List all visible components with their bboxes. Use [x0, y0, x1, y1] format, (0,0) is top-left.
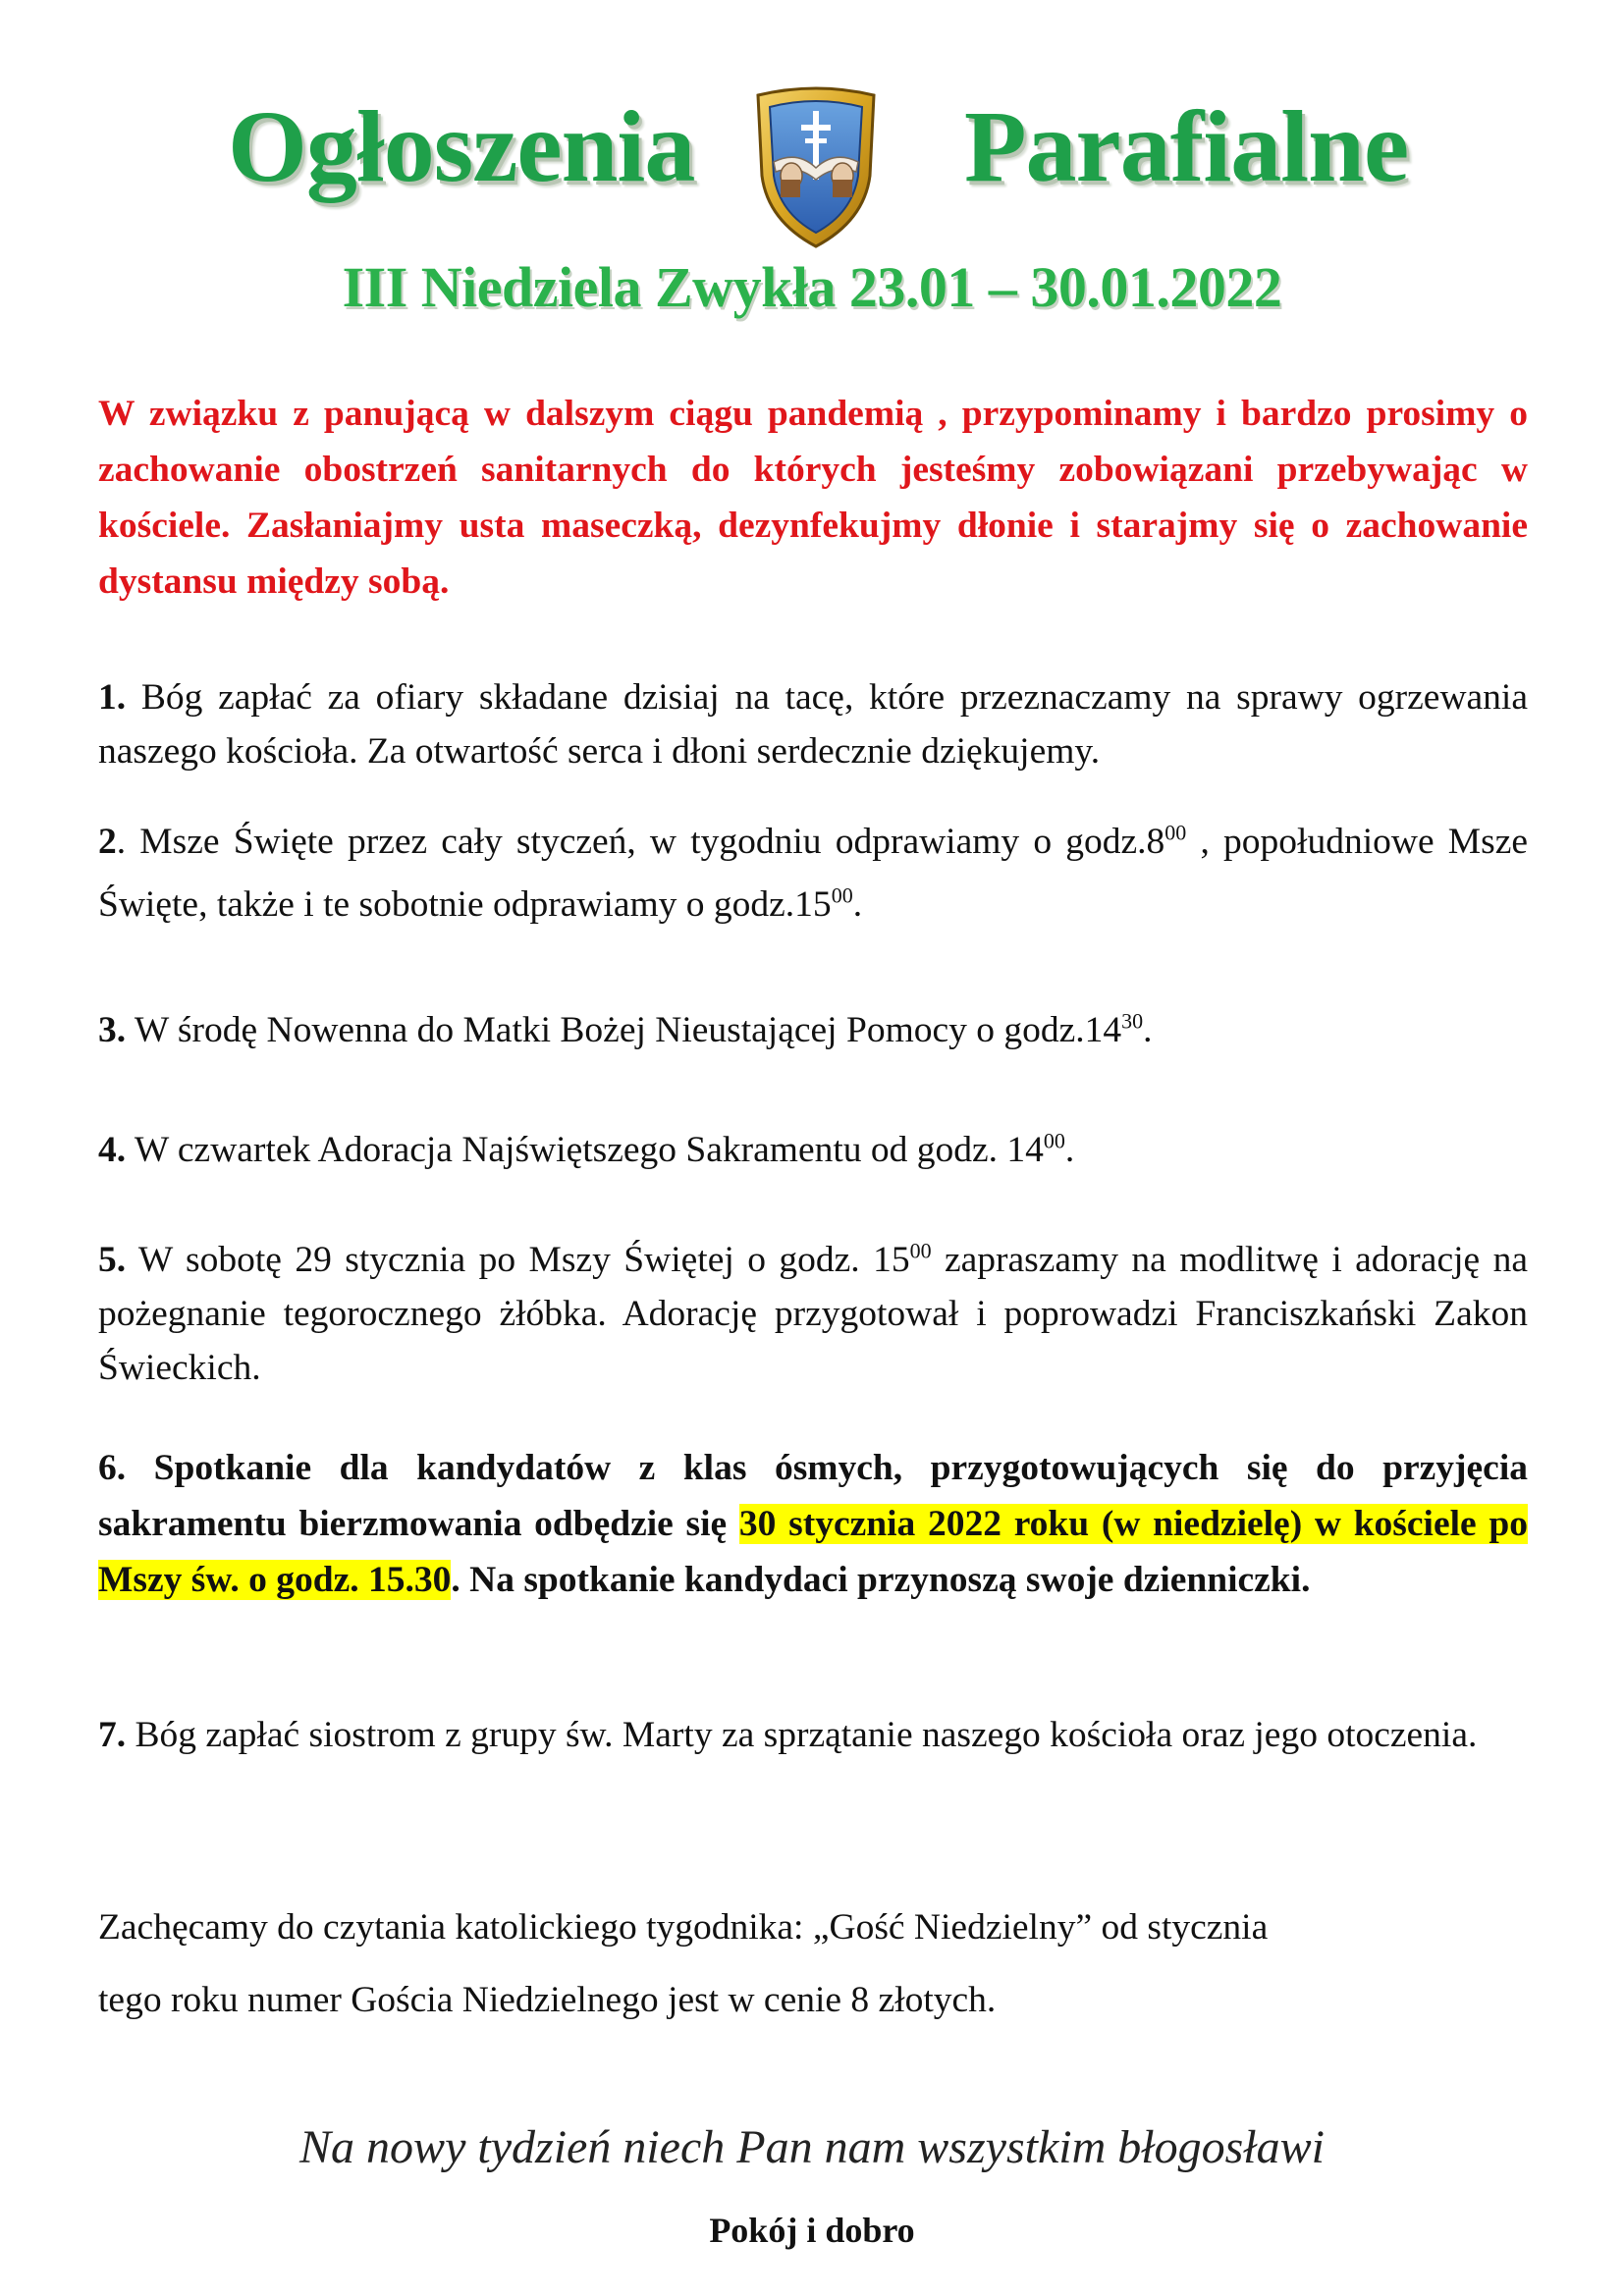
announcement-7 [98, 1701, 1528, 1770]
closing-blessing: Na nowy tydzień niech Pan nam wszystkim błogosławi [299, 2121, 1325, 2173]
item-number: 7. [98, 1715, 127, 1755]
subtitle: III Niedziela Zwykła 23.01 – 30.01.2022 [342, 255, 1282, 319]
item-text: . [852, 884, 863, 925]
item-text: W sobotę 29 stycznia po Mszy Świętej o godz. 15 [126, 1240, 910, 1280]
title-left: Ogłoszenia [228, 90, 695, 203]
item-text: Bóg zapłać za ofiary składane dzisiaj na tacę, które przeznaczamy na sprawy ogrzewania naszego kościoła. Za otwartość serca i dłoni serdecznie dziękujemy. [98, 677, 1528, 772]
time-superscript: 00 [909, 1238, 932, 1263]
page-header [0, 90, 1624, 270]
signoff: Pokój i dobro [709, 2211, 915, 2250]
item-text: zapraszamy na modlitwę i adorację na pożegnanie tegorocznego żłóbka. Adorację przygotował i poprowadzi Franciszkański Zakon Świeckich. [98, 1240, 1528, 1388]
time-superscript: 00 [1043, 1128, 1065, 1153]
time-superscript: 30 [1121, 1008, 1144, 1034]
item-text: . Na spotkanie kandydaci przynoszą swoje dzienniczki. [451, 1560, 1311, 1600]
franciscan-crest-icon [748, 85, 884, 252]
item-text: . [1143, 1010, 1153, 1050]
item-text: . Msze Święte przez cały styczeń, w tygodniu odprawiamy o godz.8 [116, 822, 1165, 862]
item-number: 1. [98, 677, 127, 718]
announcement-2 [98, 811, 1528, 936]
item-number: 4. [98, 1130, 127, 1170]
note-line-2: tego roku numer Gościa Niedzielnego jest w cenie 8 złotych. [98, 1980, 997, 2020]
title-right: Parafialne [964, 90, 1409, 203]
announcement-6 [98, 1440, 1528, 1608]
announcement-3 [98, 1003, 1528, 1057]
time-superscript: 00 [831, 882, 853, 908]
newspaper-note [98, 1892, 1528, 2037]
time-superscript: 00 [1164, 820, 1187, 845]
note-line-1: Zachęcamy do czytania katolickiego tygodnika: „Gość Niedzielny” od stycznia [98, 1907, 1269, 1948]
item-text: W czwartek Adoracja Najświętszego Sakramentu od godz. 14 [126, 1130, 1044, 1170]
item-text: W środę Nowenna do Matki Bożej Nieustającej Pomocy o godz.14 [126, 1010, 1122, 1050]
pandemic-warning: W związku z panującą w dalszym ciągu pandemią , przypominamy i bardzo prosimy o zachowanie obostrzeń sanitarnych do których jesteśmy zobowiązani przebywając w kościele. Zasłaniajmy usta maseczką, dezynfekujmy dłonie i starajmy się o zachowanie dystansu między sobą. [98, 394, 1528, 602]
highlighted-date: 30 stycznia 2022 roku (w niedzielę) w kościele po Mszy św. o godz. 15.30 [98, 1504, 1528, 1600]
item-text: Bóg zapłać siostrom z grupy św. Marty za sprzątanie naszego kościoła oraz jego otoczenia. [126, 1715, 1478, 1755]
item-number: 6. [98, 1448, 127, 1488]
item-number: 5. [98, 1240, 127, 1280]
item-number: 3. [98, 1010, 127, 1050]
item-text: , popołudniowe Msze Święte, także i te sobotnie odprawiamy o godz.15 [98, 822, 1528, 925]
announcement-1 [98, 670, 1528, 778]
announcement-5 [98, 1233, 1528, 1395]
item-text: Spotkanie dla kandydatów z klas ósmych, przygotowujących się do przyjęcia sakramentu bierzmowania odbędzie się [98, 1448, 1528, 1544]
item-number: 2 [98, 822, 117, 862]
announcement-4 [98, 1123, 1528, 1177]
item-text: . [1064, 1130, 1075, 1170]
